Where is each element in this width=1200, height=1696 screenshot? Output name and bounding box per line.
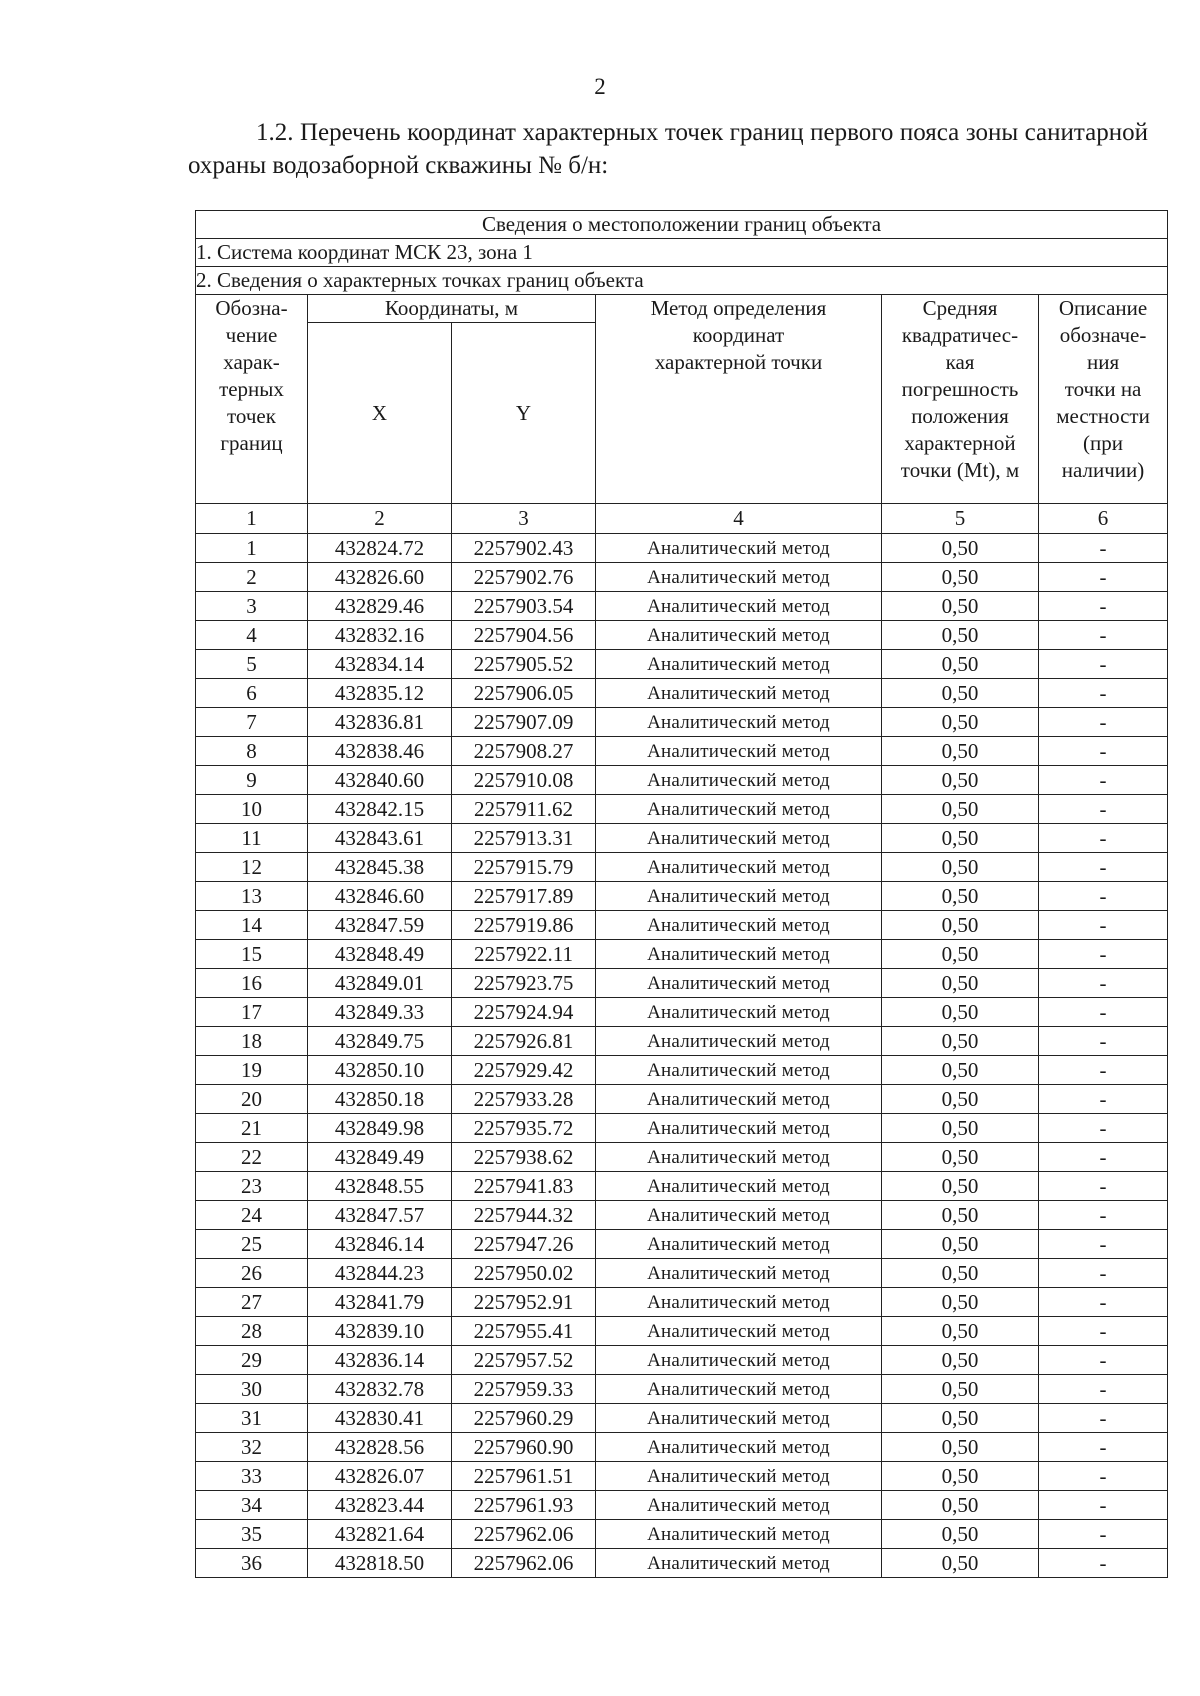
mean-error: 0,50: [882, 1085, 1039, 1114]
table-row: [196, 1288, 1168, 1317]
mean-error: 0,50: [882, 650, 1039, 679]
point-number: 13: [196, 882, 308, 911]
coordinate-y: 2257960.90: [452, 1433, 596, 1462]
coordinate-y: 2257962.06: [452, 1549, 596, 1578]
description: -: [1039, 1549, 1168, 1578]
description: -: [1039, 1491, 1168, 1520]
mean-error: 0,50: [882, 766, 1039, 795]
coordinate-y: 2257952.91: [452, 1288, 596, 1317]
description: -: [1039, 1056, 1168, 1085]
table-row: [196, 1375, 1168, 1404]
mean-error: 0,50: [882, 679, 1039, 708]
coordinate-x: 432834.14: [308, 650, 452, 679]
coordinates-table-body: [196, 534, 1168, 1578]
description: -: [1039, 679, 1168, 708]
point-number: 16: [196, 969, 308, 998]
description: -: [1039, 1085, 1168, 1114]
description: -: [1039, 824, 1168, 853]
table-row: [196, 650, 1168, 679]
coordinate-x: 432840.60: [308, 766, 452, 795]
description: -: [1039, 1520, 1168, 1549]
coordinate-x: 432838.46: [308, 737, 452, 766]
point-number: 4: [196, 621, 308, 650]
column-number: 4: [596, 504, 882, 534]
description: -: [1039, 563, 1168, 592]
point-number: 12: [196, 853, 308, 882]
point-number: 29: [196, 1346, 308, 1375]
description: -: [1039, 1404, 1168, 1433]
coordinate-y: 2257908.27: [452, 737, 596, 766]
mean-error: 0,50: [882, 1143, 1039, 1172]
point-number: 27: [196, 1288, 308, 1317]
point-number: 20: [196, 1085, 308, 1114]
table-row: [196, 737, 1168, 766]
mean-error: 0,50: [882, 1114, 1039, 1143]
mean-error: 0,50: [882, 708, 1039, 737]
header-y: Y: [452, 323, 596, 504]
method: Аналитический метод: [596, 592, 882, 621]
method: Аналитический метод: [596, 911, 882, 940]
description: -: [1039, 592, 1168, 621]
table-row: [196, 534, 1168, 563]
mean-error: 0,50: [882, 1462, 1039, 1491]
header-coordinates: Координаты, м: [308, 295, 596, 323]
coordinate-x: 432836.14: [308, 1346, 452, 1375]
description: -: [1039, 621, 1168, 650]
description: -: [1039, 650, 1168, 679]
mean-error: 0,50: [882, 1404, 1039, 1433]
table-row: [196, 911, 1168, 940]
method: Аналитический метод: [596, 1375, 882, 1404]
coordinate-x: 432848.49: [308, 940, 452, 969]
method: Аналитический метод: [596, 969, 882, 998]
coordinate-x: 432847.59: [308, 911, 452, 940]
method: Аналитический метод: [596, 1288, 882, 1317]
point-number: 8: [196, 737, 308, 766]
coordinate-x: 432835.12: [308, 679, 452, 708]
point-number: 30: [196, 1375, 308, 1404]
method: Аналитический метод: [596, 621, 882, 650]
method: Аналитический метод: [596, 563, 882, 592]
method: Аналитический метод: [596, 1056, 882, 1085]
description: -: [1039, 998, 1168, 1027]
coordinate-y: 2257911.62: [452, 795, 596, 824]
description: -: [1039, 1375, 1168, 1404]
table-row: [196, 998, 1168, 1027]
points-caption-row: 2. Сведения о характерных точках границ объекта: [196, 267, 1168, 295]
coordinate-x: 432836.81: [308, 708, 452, 737]
coordinate-x: 432844.23: [308, 1259, 452, 1288]
coordinate-y: 2257910.08: [452, 766, 596, 795]
mean-error: 0,50: [882, 1230, 1039, 1259]
method: Аналитический метод: [596, 1085, 882, 1114]
point-number: 15: [196, 940, 308, 969]
description: -: [1039, 1143, 1168, 1172]
coordinate-x: 432842.15: [308, 795, 452, 824]
header-x: X: [308, 323, 452, 504]
coordinate-y: 2257933.28: [452, 1085, 596, 1114]
point-number: 36: [196, 1549, 308, 1578]
coordinate-y: 2257961.51: [452, 1462, 596, 1491]
mean-error: 0,50: [882, 621, 1039, 650]
coordinate-x: 432849.98: [308, 1114, 452, 1143]
table-row: [196, 1230, 1168, 1259]
point-number: 19: [196, 1056, 308, 1085]
table-title: Сведения о местоположении границ объекта: [196, 211, 1168, 239]
table-row: [196, 1201, 1168, 1230]
description: -: [1039, 911, 1168, 940]
table-row: [196, 1027, 1168, 1056]
description: -: [1039, 1433, 1168, 1462]
table-row: [196, 1346, 1168, 1375]
coordinate-y: 2257950.02: [452, 1259, 596, 1288]
coordinate-y: 2257935.72: [452, 1114, 596, 1143]
table-row: [196, 940, 1168, 969]
mean-error: 0,50: [882, 1491, 1039, 1520]
mean-error: 0,50: [882, 1201, 1039, 1230]
coordinate-x: 432830.41: [308, 1404, 452, 1433]
table-row: [196, 1462, 1168, 1491]
table-row: [196, 592, 1168, 621]
method: Аналитический метод: [596, 766, 882, 795]
coordinate-y: 2257960.29: [452, 1404, 596, 1433]
coordinate-x: 432823.44: [308, 1491, 452, 1520]
mean-error: 0,50: [882, 1520, 1039, 1549]
mean-error: 0,50: [882, 911, 1039, 940]
coordinate-x: 432824.72: [308, 534, 452, 563]
method: Аналитический метод: [596, 998, 882, 1027]
coordinate-y: 2257917.89: [452, 882, 596, 911]
coordinates-table: [195, 210, 1168, 1578]
coordinate-y: 2257938.62: [452, 1143, 596, 1172]
coordinate-x: 432829.46: [308, 592, 452, 621]
point-number: 9: [196, 766, 308, 795]
table-row: [196, 1085, 1168, 1114]
coordinate-y: 2257961.93: [452, 1491, 596, 1520]
coordinate-x: 432828.56: [308, 1433, 452, 1462]
method: Аналитический метод: [596, 1520, 882, 1549]
column-number: 2: [308, 504, 452, 534]
method: Аналитический метод: [596, 650, 882, 679]
method: Аналитический метод: [596, 1462, 882, 1491]
table-row: [196, 1404, 1168, 1433]
point-number: 33: [196, 1462, 308, 1491]
mean-error: 0,50: [882, 1056, 1039, 1085]
coordinate-y: 2257915.79: [452, 853, 596, 882]
coordinate-y: 2257923.75: [452, 969, 596, 998]
method: Аналитический метод: [596, 940, 882, 969]
method: Аналитический метод: [596, 795, 882, 824]
mean-error: 0,50: [882, 882, 1039, 911]
point-number: 17: [196, 998, 308, 1027]
method: Аналитический метод: [596, 882, 882, 911]
coordinate-x: 432826.60: [308, 563, 452, 592]
method: Аналитический метод: [596, 1230, 882, 1259]
coordinate-y: 2257907.09: [452, 708, 596, 737]
coordinate-x: 432832.16: [308, 621, 452, 650]
description: -: [1039, 1259, 1168, 1288]
table-row: [196, 1520, 1168, 1549]
description: -: [1039, 1317, 1168, 1346]
header-description: Описание обозначе- ния точки на местности (при наличии): [1039, 295, 1168, 504]
coordinate-x: 432839.10: [308, 1317, 452, 1346]
coordinate-x: 432841.79: [308, 1288, 452, 1317]
point-number: 24: [196, 1201, 308, 1230]
point-number: 11: [196, 824, 308, 853]
description: -: [1039, 882, 1168, 911]
description: -: [1039, 1172, 1168, 1201]
coordinate-x: 432849.49: [308, 1143, 452, 1172]
method: Аналитический метод: [596, 1172, 882, 1201]
coordinate-x: 432826.07: [308, 1462, 452, 1491]
table-row: [196, 708, 1168, 737]
coordinate-x: 432849.01: [308, 969, 452, 998]
description: -: [1039, 1288, 1168, 1317]
point-number: 2: [196, 563, 308, 592]
page-number: 2: [594, 74, 606, 99]
method: Аналитический метод: [596, 679, 882, 708]
table-row: [196, 1433, 1168, 1462]
coordinate-y: 2257902.43: [452, 534, 596, 563]
mean-error: 0,50: [882, 795, 1039, 824]
point-number: 22: [196, 1143, 308, 1172]
table-row: [196, 1172, 1168, 1201]
coordinate-y: 2257929.42: [452, 1056, 596, 1085]
point-number: 32: [196, 1433, 308, 1462]
description: -: [1039, 1462, 1168, 1491]
table-row: [196, 679, 1168, 708]
table-row: [196, 853, 1168, 882]
method: Аналитический метод: [596, 1027, 882, 1056]
coordinate-x: 432845.38: [308, 853, 452, 882]
point-number: 3: [196, 592, 308, 621]
table-row: [196, 1549, 1168, 1578]
description: -: [1039, 766, 1168, 795]
method: Аналитический метод: [596, 708, 882, 737]
coordinate-y: 2257957.52: [452, 1346, 596, 1375]
column-number: 1: [196, 504, 308, 534]
point-number: 28: [196, 1317, 308, 1346]
description: -: [1039, 1230, 1168, 1259]
coordinate-y: 2257947.26: [452, 1230, 596, 1259]
column-number-row: [196, 504, 1168, 534]
coordinate-x: 432846.60: [308, 882, 452, 911]
coordinate-y: 2257926.81: [452, 1027, 596, 1056]
mean-error: 0,50: [882, 853, 1039, 882]
coordinate-x: 432849.33: [308, 998, 452, 1027]
method: Аналитический метод: [596, 1259, 882, 1288]
coordinate-y: 2257955.41: [452, 1317, 596, 1346]
mean-error: 0,50: [882, 940, 1039, 969]
mean-error: 0,50: [882, 1172, 1039, 1201]
table-row: [196, 563, 1168, 592]
coordinate-x: 432821.64: [308, 1520, 452, 1549]
description: -: [1039, 795, 1168, 824]
point-number: 25: [196, 1230, 308, 1259]
method: Аналитический метод: [596, 1404, 882, 1433]
table-row: [196, 1317, 1168, 1346]
coordinate-x: 432850.10: [308, 1056, 452, 1085]
coordinate-y: 2257913.31: [452, 824, 596, 853]
table-row: [196, 795, 1168, 824]
coordinate-y: 2257904.56: [452, 621, 596, 650]
mean-error: 0,50: [882, 1027, 1039, 1056]
description: -: [1039, 1201, 1168, 1230]
point-number: 18: [196, 1027, 308, 1056]
mean-error: 0,50: [882, 1317, 1039, 1346]
coordinate-y: 2257944.32: [452, 1201, 596, 1230]
point-number: 6: [196, 679, 308, 708]
method: Аналитический метод: [596, 1549, 882, 1578]
point-number: 14: [196, 911, 308, 940]
mean-error: 0,50: [882, 1346, 1039, 1375]
point-number: 31: [196, 1404, 308, 1433]
point-number: 23: [196, 1172, 308, 1201]
coordinate-y: 2257919.86: [452, 911, 596, 940]
point-number: 5: [196, 650, 308, 679]
mean-error: 0,50: [882, 534, 1039, 563]
table-row: [196, 882, 1168, 911]
method: Аналитический метод: [596, 534, 882, 563]
mean-error: 0,50: [882, 563, 1039, 592]
coordinate-x: 432848.55: [308, 1172, 452, 1201]
method: Аналитический метод: [596, 1433, 882, 1462]
point-number: 10: [196, 795, 308, 824]
table-row: [196, 1056, 1168, 1085]
coordinate-y: 2257905.52: [452, 650, 596, 679]
point-number: 35: [196, 1520, 308, 1549]
column-number: 6: [1039, 504, 1168, 534]
description: -: [1039, 940, 1168, 969]
mean-error: 0,50: [882, 824, 1039, 853]
coordinate-x: 432846.14: [308, 1230, 452, 1259]
coordinate-y: 2257959.33: [452, 1375, 596, 1404]
table-row: [196, 1259, 1168, 1288]
method: Аналитический метод: [596, 1114, 882, 1143]
point-number: 34: [196, 1491, 308, 1520]
mean-error: 0,50: [882, 737, 1039, 766]
coordinate-x: 432849.75: [308, 1027, 452, 1056]
header-designation: Обозна- чение харак- терных точек границ: [196, 295, 308, 504]
coordinate-x: 432847.57: [308, 1201, 452, 1230]
table-row: [196, 1114, 1168, 1143]
table-row: [196, 621, 1168, 650]
coordinate-x: 432843.61: [308, 824, 452, 853]
coordinate-x: 432832.78: [308, 1375, 452, 1404]
heading-text: 1.2. Перечень координат характерных точек границ первого пояса зоны санитарной охраны водозаборной скважины № б/н:: [188, 119, 1148, 179]
method: Аналитический метод: [596, 853, 882, 882]
point-number: 26: [196, 1259, 308, 1288]
method: Аналитический метод: [596, 1143, 882, 1172]
coordinate-y: 2257922.11: [452, 940, 596, 969]
coordinate-x: 432850.18: [308, 1085, 452, 1114]
mean-error: 0,50: [882, 998, 1039, 1027]
point-number: 7: [196, 708, 308, 737]
mean-error: 0,50: [882, 1288, 1039, 1317]
coordinate-y: 2257962.06: [452, 1520, 596, 1549]
description: -: [1039, 853, 1168, 882]
description: -: [1039, 534, 1168, 563]
table-row: [196, 1143, 1168, 1172]
method: Аналитический метод: [596, 1346, 882, 1375]
mean-error: 0,50: [882, 969, 1039, 998]
description: -: [1039, 1346, 1168, 1375]
method: Аналитический метод: [596, 1201, 882, 1230]
method: Аналитический метод: [596, 824, 882, 853]
table-row: [196, 969, 1168, 998]
mean-error: 0,50: [882, 1549, 1039, 1578]
method: Аналитический метод: [596, 1317, 882, 1346]
coordinate-y: 2257924.94: [452, 998, 596, 1027]
column-number: 5: [882, 504, 1039, 534]
coordinate-y: 2257902.76: [452, 563, 596, 592]
mean-error: 0,50: [882, 1375, 1039, 1404]
header-error: Средняя квадратичес- кая погрешность положения характерной точки (Mt), м: [882, 295, 1039, 504]
description: -: [1039, 1114, 1168, 1143]
mean-error: 0,50: [882, 1433, 1039, 1462]
description: -: [1039, 969, 1168, 998]
table-row: [196, 824, 1168, 853]
table-row: [196, 766, 1168, 795]
method: Аналитический метод: [596, 737, 882, 766]
coordinate-system-row: 1. Система координат МСК 23, зона 1: [196, 239, 1168, 267]
description: -: [1039, 1027, 1168, 1056]
method: Аналитический метод: [596, 1491, 882, 1520]
description: -: [1039, 737, 1168, 766]
point-number: 21: [196, 1114, 308, 1143]
mean-error: 0,50: [882, 1259, 1039, 1288]
coordinate-y: 2257941.83: [452, 1172, 596, 1201]
section-heading: [188, 116, 1148, 182]
column-number: 3: [452, 504, 596, 534]
coordinate-x: 432818.50: [308, 1549, 452, 1578]
point-number: 1: [196, 534, 308, 563]
mean-error: 0,50: [882, 592, 1039, 621]
header-method: Метод определения координат характерной точки: [596, 295, 882, 504]
coordinate-y: 2257903.54: [452, 592, 596, 621]
coordinate-y: 2257906.05: [452, 679, 596, 708]
description: -: [1039, 708, 1168, 737]
table-row: [196, 1491, 1168, 1520]
